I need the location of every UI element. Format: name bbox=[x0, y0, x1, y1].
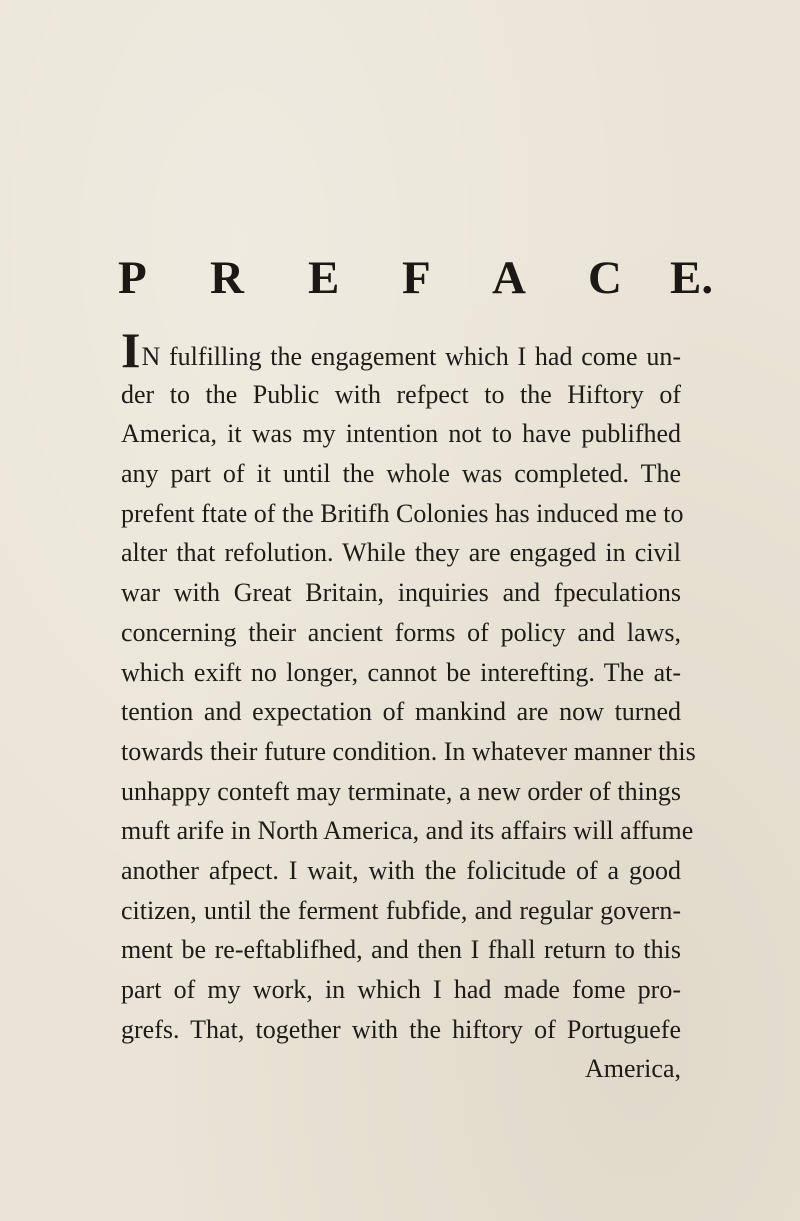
catchword: America, bbox=[584, 1054, 681, 1084]
title-letter: A bbox=[492, 252, 526, 304]
text-line: concerning their ancient forms of policy and laws, bbox=[121, 617, 681, 647]
text-line: prefent ftate of the Britifh Colonies has induced me to bbox=[121, 498, 684, 528]
text-line: which exift no longer, cannot be interefting. The at- bbox=[121, 657, 681, 687]
text-line: war with Great Britain, inquiries and fpeculations bbox=[121, 578, 681, 608]
title-letter: F bbox=[402, 252, 431, 304]
text-line: towards their future condition. In whatever manner this bbox=[121, 736, 696, 766]
text-line: grefs. That, together with the hiftory of Portuguefe bbox=[121, 1014, 681, 1044]
text-line: any part of it until the whole was completed. The bbox=[121, 459, 681, 489]
text-line-content: N fulfilling the engagement which I had come un- bbox=[141, 342, 681, 371]
text-line: ment be re-eftablifhed, and then I fhall return to this bbox=[121, 935, 681, 965]
text-line: America, it was my intention not to have publifhed bbox=[121, 419, 681, 449]
text-line: muft arife in North America, and its affairs will affume bbox=[121, 816, 694, 846]
text-line: citizen, until the ferment fubfide, and regular govern- bbox=[121, 895, 681, 925]
preface-body bbox=[121, 322, 696, 1089]
drop-cap: I bbox=[121, 322, 141, 378]
title-letter: R bbox=[210, 252, 244, 304]
text-line: der to the Public with refpect to the Hiftory of bbox=[121, 379, 681, 409]
text-line: tention and expectation of mankind are now turned bbox=[121, 697, 681, 727]
title-letter: E bbox=[308, 252, 340, 304]
title-letter: P bbox=[118, 252, 147, 304]
title-letter: E. bbox=[670, 252, 714, 304]
text-line bbox=[121, 322, 681, 378]
text-line: part of my work, in which I had made fome pro- bbox=[121, 975, 681, 1004]
text-line: unhappy conteft may terminate, a new order of things bbox=[121, 776, 681, 806]
text-line: alter that refolution. While they are engaged in civil bbox=[121, 538, 681, 568]
title-letter: C bbox=[588, 252, 622, 304]
text-line: another afpect. I wait, with the folicitude of a good bbox=[121, 855, 681, 885]
